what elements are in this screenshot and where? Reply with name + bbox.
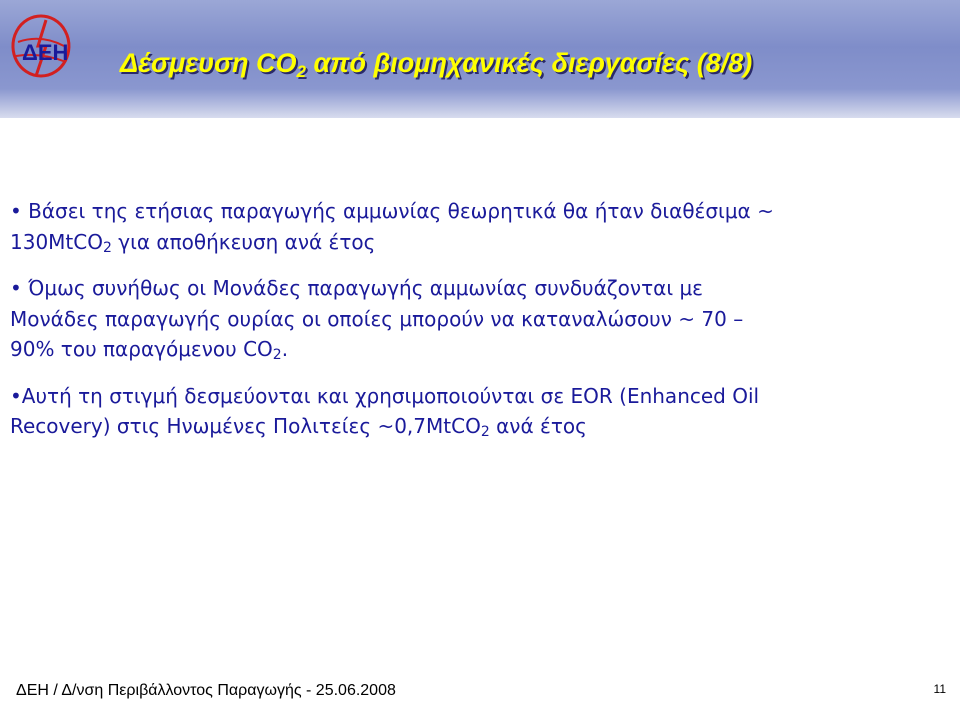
page-title: Δέσμευση $CO_2$ από βιομηχανικές διεργασίες (8/8) (120, 48, 753, 81)
bullet-item: • Βάσει της ετήσιας παραγωγής αμμωνίας θεωρητικά θα ήταν διαθέσιμα ~ 130MtCO$_2$ για αποθήκευση ανά έτος (10, 199, 774, 256)
bullet-item: • Όμως συνήθως οι Μονάδες παραγωγής αμμωνίας συνδυάζονται με Μονάδες παραγωγής ουρίας οι οποίες μπορούν να καταναλώσουν ~ 70 – 90% του παραγόμενου $CO_2$. (10, 276, 744, 363)
bullet-item: •Αυτή τη στιγμή δεσμεύονται και χρησιμοποιούνται σε EOR (Enhanced Oil Recovery) στις Ηνωμένες Πολιτείες ~0,7MtCO$_2$ ανά έτος (10, 383, 760, 440)
footer-text: ΔΕΗ / Δ/νση Περιβάλλοντος Παραγωγής - 25.06.2008 (16, 682, 396, 699)
page-number: 11 (933, 682, 946, 696)
logo-text: ΔEH (22, 40, 69, 65)
dei-logo-icon (8, 12, 74, 84)
slide-body (10, 196, 945, 458)
title-bar (0, 0, 960, 118)
